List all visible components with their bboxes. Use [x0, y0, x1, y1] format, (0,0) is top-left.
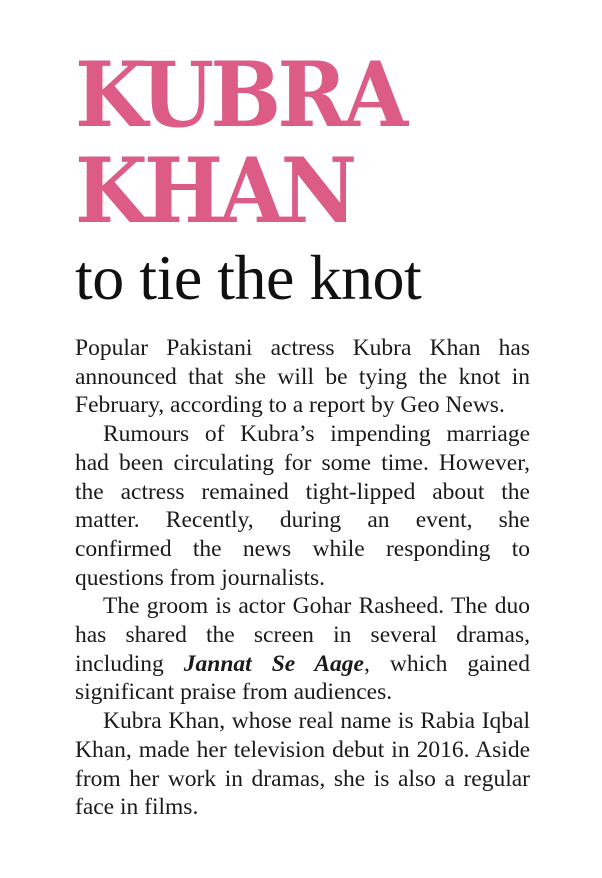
- drama-title: Jannat Se Aage: [183, 650, 364, 677]
- paragraph-3-text-after: , which gained significant praise from audiences.: [75, 650, 530, 706]
- headline-line-2: KHAN: [75, 138, 354, 244]
- headline-line-1: KUBRA: [75, 42, 405, 148]
- paragraph-2: Rumours of Kubra’s impending marriage had been circulating for some time. However, the actress remained tight-lipped about the matter. Recently, during an event, she confirmed the news while responding to questions from journalists.: [75, 421, 530, 591]
- paragraph-3: [75, 592, 530, 707]
- paragraph-3-text-before: The groom is actor Gohar Rasheed. The duo has shared the screen in several dramas, including: [75, 593, 530, 677]
- paragraph-1: Popular Pakistani actress Kubra Khan has announced that she will be tying the knot in February, according to a report by Geo News.: [75, 335, 530, 419]
- article-body: [75, 334, 530, 822]
- subheadline: to tie the knot: [75, 242, 422, 313]
- paragraph-4: Kubra Khan, whose real name is Rabia Iqbal Khan, made her television debut in 2016. Aside from her work in dramas, she is also a regular face in films.: [75, 708, 530, 821]
